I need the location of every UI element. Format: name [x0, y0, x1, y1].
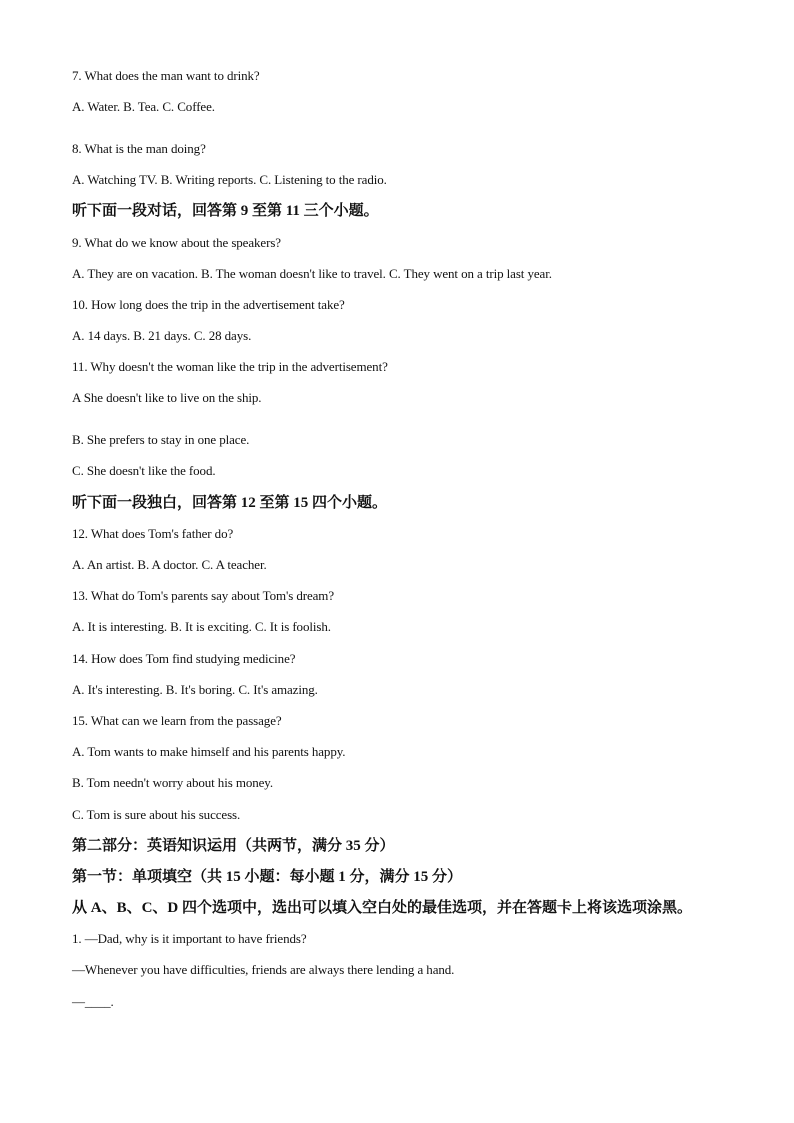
- question-11-option-a: A She doesn't like to live on the ship.: [72, 390, 262, 405]
- question-10-options: A. 14 days. B. 21 days. C. 28 days.: [72, 328, 252, 343]
- question-11-option-b: B. She prefers to stay in one place.: [72, 432, 250, 447]
- blank-question-1-answer-blank: —____.: [72, 994, 114, 1009]
- question-7-options: A. Water. B. Tea. C. Coffee.: [72, 99, 215, 114]
- question-7: 7. What does the man want to drink?: [72, 68, 260, 83]
- section-heading-dialogue: 听下面一段对话，回答第 9 至第 11 三个小题。: [72, 203, 379, 219]
- question-8-options: A. Watching TV. B. Writing reports. C. Listening to the radio.: [72, 172, 387, 187]
- part-two-heading: 第二部分：英语知识运用（共两节，满分 35 分）: [72, 838, 395, 854]
- question-14: 14. How does Tom find studying medicine?: [72, 651, 296, 666]
- section-one-heading: 第一节：单项填空（共 15 小题：每小题 1 分，满分 15 分）: [72, 869, 463, 885]
- section-heading-monologue: 听下面一段独白，回答第 12 至第 15 四个小题。: [72, 495, 388, 511]
- section-one-instructions: 从 A、B、C、D 四个选项中，选出可以填入空白处的最佳选项，并在答题卡上将该选项涂黑。: [72, 900, 693, 916]
- blank-question-1-reply: —Whenever you have difficulties, friends are always there lending a hand.: [72, 962, 455, 977]
- question-12-options: A. An artist. B. A doctor. C. A teacher.: [72, 557, 267, 572]
- question-9: 9. What do we know about the speakers?: [72, 235, 281, 250]
- question-8: 8. What is the man doing?: [72, 141, 206, 156]
- question-12: 12. What does Tom's father do?: [72, 526, 234, 541]
- question-13-options: A. It is interesting. B. It is exciting. C. It is foolish.: [72, 619, 331, 634]
- question-15-option-c: C. Tom is sure about his success.: [72, 807, 241, 822]
- question-15-option-a: A. Tom wants to make himself and his parents happy.: [72, 744, 346, 759]
- question-9-options: A. They are on vacation. B. The woman doesn't like to travel. C. They went on a trip last year.: [72, 266, 552, 281]
- question-13: 13. What do Tom's parents say about Tom's dream?: [72, 588, 334, 603]
- question-15-option-b: B. Tom needn't worry about his money.: [72, 775, 274, 790]
- question-15: 15. What can we learn from the passage?: [72, 713, 282, 728]
- question-11-option-c: C. She doesn't like the food.: [72, 463, 216, 478]
- question-10: 10. How long does the trip in the advertisement take?: [72, 297, 345, 312]
- blank-question-1: 1. —Dad, why is it important to have friends?: [72, 931, 307, 946]
- question-14-options: A. It's interesting. B. It's boring. C. It's amazing.: [72, 682, 318, 697]
- question-11: 11. Why doesn't the woman like the trip in the advertisement?: [72, 359, 388, 374]
